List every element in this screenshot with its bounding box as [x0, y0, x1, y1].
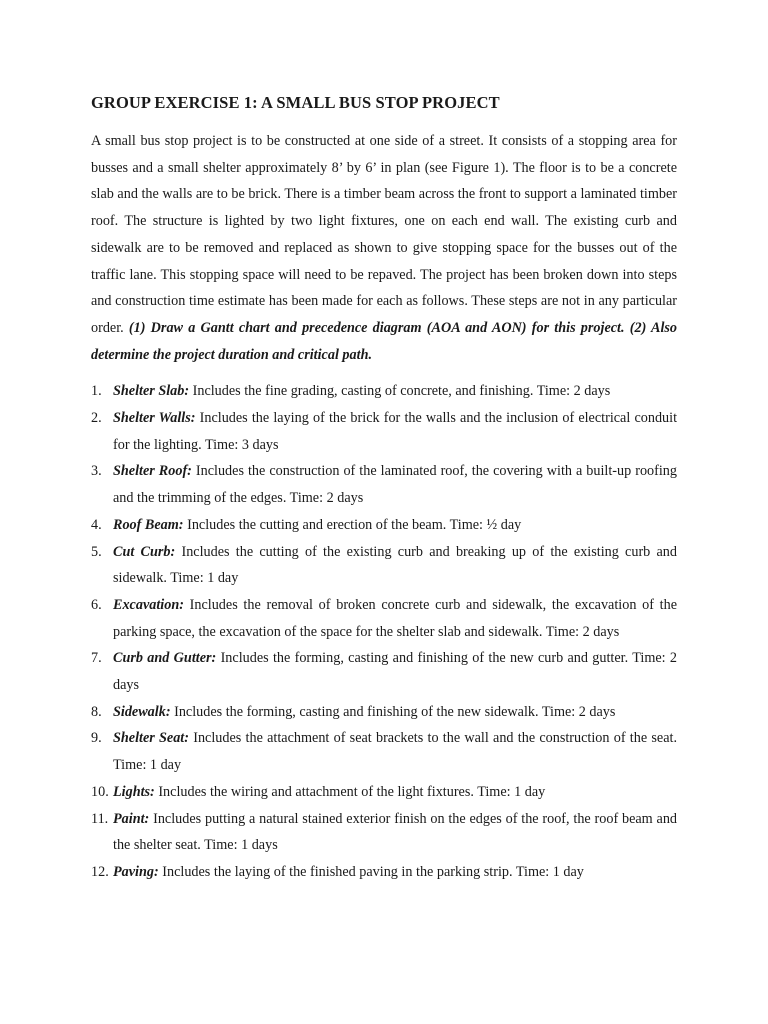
step-number: 1. — [91, 383, 102, 400]
steps-list — [91, 378, 677, 885]
list-item — [91, 592, 677, 645]
step-name: Lights: — [113, 783, 155, 800]
step-description: Includes the forming, casting and finishing of the new curb and gutter. Time: 2 days — [113, 650, 678, 694]
step-name: Shelter Roof: — [113, 463, 192, 480]
step-number: 12. — [91, 863, 109, 880]
list-item — [91, 539, 677, 592]
step-description: Includes the cutting of the existing curb and breaking up of the existing curb and sidewalk. Time: 1 day — [113, 543, 677, 587]
step-description: Includes the wiring and attachment of the light fixtures. Time: 1 day — [158, 783, 546, 800]
intro-text: A small bus stop project is to be constructed at one side of a street. It consists of a stopping area for busses and a small shelter approximately 8’ by 6’ in plan (see Figure 1). The floor is to be a concrete slab and the walls are to be brick. There is a timber beam across the front to support a laminated timber roof. The structure is lighted by two light fixtures, one on each end wall. The existing curb and sidewalk are to be removed and replaced as shown to give stopping space for the busses out of the traffic lane. This stopping space will need to be repaved. The project has been broken down into steps and construction time estimate has been made for each as follows. These steps are not in any particular order. — [91, 133, 677, 336]
step-name: Curb and Gutter: — [113, 650, 217, 667]
step-number: 11. — [91, 810, 109, 827]
step-name: Paving: — [113, 863, 159, 880]
list-item — [91, 859, 677, 886]
step-name: Shelter Seat: — [113, 730, 189, 747]
page-title: GROUP EXERCISE 1: A SMALL BUS STOP PROJECT — [91, 93, 500, 112]
task-instructions: (1) Draw a Gantt chart and precedence diagram (AOA and AON) for this project. (2) Also determine the project duration and critical path. — [91, 319, 677, 363]
step-description: Includes the removal of broken concrete curb and sidewalk, the excavation of the parking space, the excavation of the space for the shelter slab and sidewalk. Time: 2 days — [113, 596, 677, 640]
document-page — [91, 92, 677, 886]
step-description: Includes the fine grading, casting of concrete, and finishing. Time: 2 days — [192, 383, 611, 400]
list-item — [91, 645, 677, 698]
list-item — [91, 458, 677, 511]
step-description: Includes putting a natural stained exterior finish on the edges of the roof, the roof beam and the shelter seat. Time: 1 days — [113, 810, 678, 854]
step-name: Shelter Walls: — [113, 410, 196, 427]
step-number: 3. — [91, 463, 102, 480]
step-name: Excavation: — [113, 596, 184, 613]
step-description: Includes the laying of the finished paving in the parking strip. Time: 1 day — [162, 863, 584, 880]
step-name: Paint: — [113, 810, 150, 827]
step-number: 7. — [91, 650, 102, 667]
list-item — [91, 699, 677, 726]
step-number: 5. — [91, 543, 102, 560]
step-number: 4. — [91, 516, 102, 533]
step-description: Includes the laying of the brick for the walls and the inclusion of electrical conduit for the lighting. Time: 3 days — [113, 410, 678, 453]
step-description: Includes the construction of the laminated roof, the covering with a built-up roofing and the trimming of the edges. Time: 2 days — [113, 463, 677, 507]
list-item — [91, 779, 677, 806]
step-number: 6. — [91, 596, 102, 613]
step-description: Includes the attachment of seat brackets to the wall and the construction of the seat. Time: 1 day — [113, 730, 677, 774]
intro-paragraph — [91, 128, 677, 368]
list-item — [91, 378, 677, 405]
step-description: Includes the cutting and erection of the beam. Time: ½ day — [187, 516, 522, 533]
step-number: 8. — [91, 703, 102, 720]
step-number: 9. — [91, 730, 102, 747]
step-name: Sidewalk: — [113, 703, 171, 720]
step-name: Shelter Slab: — [113, 383, 190, 400]
step-description: Includes the forming, casting and finishing of the new sidewalk. Time: 2 days — [174, 703, 616, 720]
step-number: 2. — [91, 410, 102, 427]
list-item — [91, 725, 677, 778]
list-item — [91, 806, 677, 859]
list-item — [91, 405, 677, 458]
step-name: Roof Beam: — [113, 516, 184, 533]
step-name: Cut Curb: — [113, 543, 176, 560]
step-number: 10. — [91, 783, 109, 800]
list-item — [91, 512, 677, 539]
